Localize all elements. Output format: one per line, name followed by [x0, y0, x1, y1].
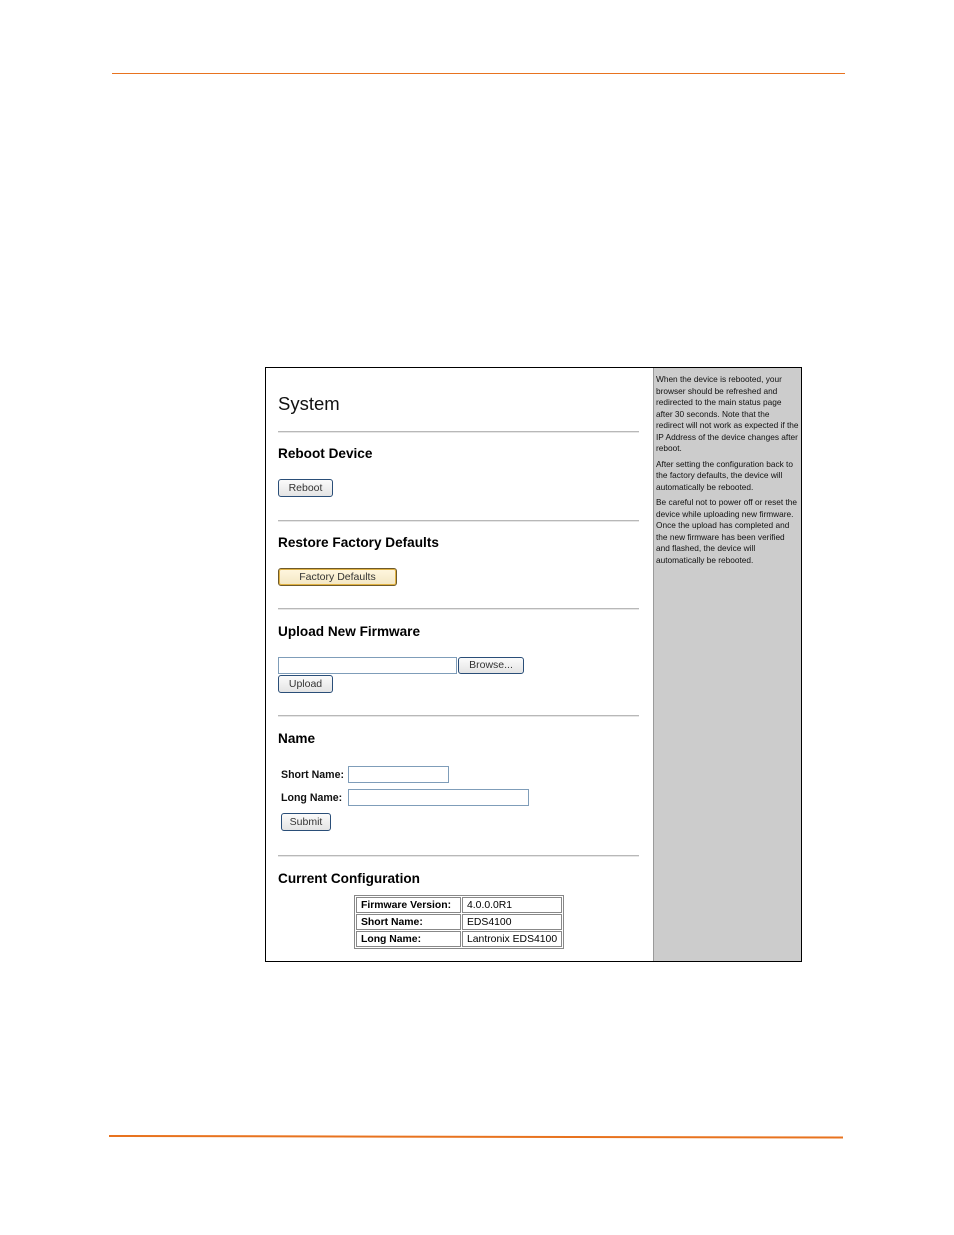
long-name-input[interactable]	[348, 789, 529, 806]
table-row	[356, 914, 562, 930]
factory-defaults-button[interactable]: Factory Defaults	[278, 568, 397, 586]
config-label: Long Name:	[356, 931, 461, 947]
main-content	[266, 368, 653, 961]
config-label: Firmware Version:	[356, 897, 461, 913]
factory-section-title: Restore Factory Defaults	[278, 535, 439, 550]
firmware-section-title: Upload New Firmware	[278, 624, 421, 639]
system-config-panel	[265, 367, 802, 962]
upload-button[interactable]: Upload	[278, 675, 333, 693]
divider	[278, 520, 639, 522]
config-value: Lantronix EDS4100	[462, 931, 562, 947]
config-value: EDS4100	[462, 914, 562, 930]
help-text: Be careful not to power off or reset the device while uploading new firmware. Once the upload has completed and the new firmware has been verified and flashed, the device will automatically be rebooted.	[656, 497, 797, 565]
short-name-label: Short Name:	[281, 769, 344, 781]
config-label: Short Name:	[356, 914, 461, 930]
help-text: After setting the configuration back to the factory defaults, the device will automatically be rebooted.	[656, 458, 793, 492]
help-sidebar	[653, 368, 801, 961]
help-text: When the device is rebooted, your browser should be refreshed and redirected to the main status page after 30 seconds. Note that the redirect will not work as expected if the IP Address of the device changes after reboot.	[656, 374, 799, 453]
config-value: 4.0.0.0R1	[462, 897, 562, 913]
divider	[278, 431, 639, 433]
reboot-section-title: Reboot Device	[278, 446, 373, 461]
footer-rule	[109, 1135, 843, 1139]
header-rule	[112, 73, 845, 74]
firmware-file-input[interactable]	[278, 657, 457, 674]
long-name-label: Long Name:	[281, 792, 343, 804]
current-config-table	[354, 895, 564, 949]
table-row	[356, 931, 562, 947]
short-name-input[interactable]	[348, 766, 449, 783]
page-title: System	[278, 393, 340, 414]
name-section-title: Name	[278, 731, 316, 746]
reboot-button[interactable]: Reboot	[278, 479, 333, 497]
current-config-title: Current Configuration	[278, 871, 420, 886]
browse-button[interactable]: Browse...	[458, 657, 524, 674]
divider	[278, 855, 639, 857]
divider	[278, 715, 639, 717]
divider	[278, 608, 639, 610]
submit-button[interactable]: Submit	[281, 813, 331, 831]
table-row	[356, 897, 562, 913]
